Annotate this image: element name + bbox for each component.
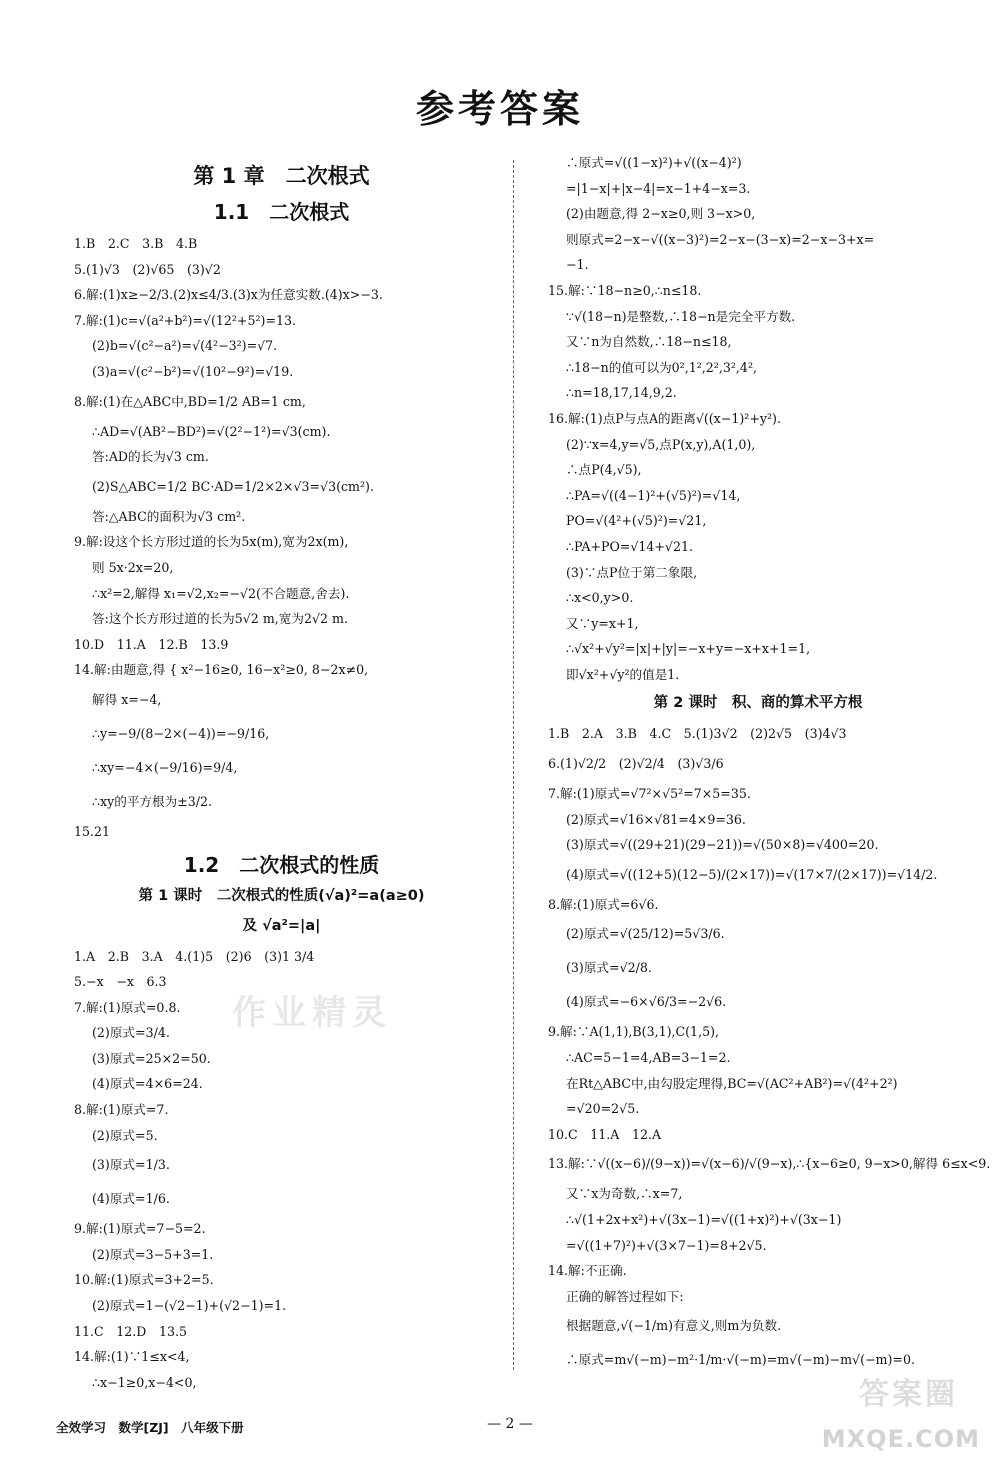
answer-line: (2)原式=3/4.	[92, 1025, 170, 1041]
answer-line: (2)原式=5.	[92, 1127, 158, 1143]
answer-line: ∴原式=√((1−x)²)+√((x−4)²)	[566, 155, 742, 170]
answer-line: ∴原式=m√(−m)−m²·1/m·√(−m)=m√(−m)−m√(−m)=0.	[566, 1352, 915, 1368]
answer-line: 15.解:∵18−n≥0,∴n≤18.	[548, 282, 702, 298]
answer-line: ∴xy的平方根为±3/2.	[92, 793, 213, 809]
answer-line: ∴√(1+2x+x²)+√(3x−1)=√((1+x)²)+√(3x−1)	[566, 1212, 842, 1227]
answer-line: ∴y=−9/(8−2×(−4))=−9/16,	[92, 725, 270, 741]
answer-line: 根据题意,√(−1/m)有意义,则m为负数.	[566, 1318, 782, 1334]
answer-line: (3)原式=√((29+21)(29−21))=√(50×8)=√400=20.	[566, 837, 879, 853]
answer-line: 在Rt△ABC中,由勾股定理得,BC=√(AC²+AB²)=√(4²+2²)	[566, 1075, 898, 1091]
answer-line: (4)原式=−6×√6/3=−2√6.	[566, 994, 727, 1010]
answer-line: 14.解:(1)∵1≤x<4,	[74, 1349, 190, 1365]
answer-line: ∴x<0,y>0.	[566, 590, 634, 606]
answer-line: ∴点P(4,√5),	[566, 462, 642, 478]
section-heading: 1.2 二次根式的性质	[183, 852, 380, 877]
answer-line: 1.B 2.C 3.B 4.B	[74, 236, 198, 251]
answer-line: (2)原式=3−5+3=1.	[92, 1246, 214, 1262]
answer-line: 答:这个长方形过道的长为5√2 m,宽为2√2 m.	[92, 611, 348, 627]
answer-line: 8.解:(1)在△ABC中,BD=1/2 AB=1 cm,	[74, 393, 306, 409]
answer-line: 6.解:(1)x≥−2/3.(2)x≤4/3.(3)x为任意实数.(4)x>−3.	[74, 287, 383, 303]
lesson-heading: 及 √a²=|a|	[242, 917, 321, 934]
answer-line: 11.C 12.D 13.5	[74, 1323, 188, 1339]
answer-line: 15.21	[74, 823, 111, 839]
answer-line: (3)a=√(c²−b²)=√(10²−9²)=√19.	[92, 363, 294, 379]
answer-line: ∴xy=−4×(−9/16)=9/4,	[92, 759, 238, 775]
answer-line: (2)S△ABC=1/2 BC·AD=1/2×2×√3=√3(cm²).	[92, 478, 374, 494]
footer-book-title: 全效学习 数学[ZJ] 八年级下册	[56, 1420, 244, 1435]
column-divider	[513, 160, 514, 1370]
answer-line: ∴PA=√((4−1)²+(√5)²)=√14,	[566, 487, 741, 503]
answer-line: ∴√x²+√y²=|x|+|y|=−x+y=−x+x+1=1,	[566, 641, 811, 657]
answer-line: 又∵x为奇数,∴x=7,	[566, 1186, 683, 1202]
answer-line: 7.解:(1)原式=√7²×√5²=7×5=35.	[548, 786, 751, 802]
answer-line: 5.−x −x 6.3	[74, 974, 167, 990]
answer-line: 正确的解答过程如下:	[566, 1288, 684, 1304]
answer-line: 则原式=2−x−√((x−3)²)=2−x−(3−x)=2−x−3+x=	[566, 231, 875, 247]
answer-line: (4)原式=4×6=24.	[92, 1076, 203, 1092]
answer-line: 9.解:(1)原式=7−5=2.	[74, 1221, 206, 1237]
answer-line: 7.解:(1)c=√(a²+b²)=√(12²+5²)=13.	[74, 312, 297, 328]
answer-line: 14.解:由题意,得 { x²−16≥0, 16−x²≥0, 8−2x≠0,	[74, 662, 369, 678]
answer-line: 10.C 11.A 12.A	[548, 1126, 662, 1142]
answer-line: 8.解:(1)原式=6√6.	[548, 896, 659, 912]
answer-line: 解得 x=−4,	[92, 691, 162, 707]
answer-line: (4)原式=√((12+5)(12−5)/(2×17))=√(17×7/(2×17))=√14/2.	[566, 866, 938, 882]
answer-line: 1.A 2.B 3.A 4.(1)5 (2)6 (3)1 3/4	[74, 948, 315, 964]
answer-line: (2)原式=1−(√2−1)+(√2−1)=1.	[92, 1298, 287, 1314]
answer-line: (2)原式=√(25/12)=5√3/6.	[566, 926, 725, 942]
answer-line: =√((1+7)²)+√(3×7−1)=8+2√5.	[566, 1237, 767, 1253]
answer-line: ∴PA+PO=√14+√21.	[566, 538, 693, 554]
answer-line: 10.D 11.A 12.B 13.9	[74, 636, 229, 652]
answer-line: 答:△ABC的面积为√3 cm².	[92, 508, 246, 524]
answer-line: 14.解:不正确.	[548, 1263, 627, 1279]
chapter-heading: 第 1 章 二次根式	[193, 164, 370, 188]
answer-line: =√20=2√5.	[566, 1101, 640, 1117]
site-watermark: MXQE.COM	[821, 1425, 980, 1453]
answer-line: 9.解:∵A(1,1),B(3,1),C(1,5),	[548, 1024, 720, 1040]
answer-line: (3)原式=√2/8.	[566, 960, 652, 976]
answer-line: 即√x²+√y²的值是1.	[566, 666, 680, 682]
right-column	[548, 150, 991, 1377]
answer-line: 13.解:∵√((x−6)/(9−x))=√(x−6)/√(9−x),∴{x−6≥0, 9−x>0,解得 6≤x<9.	[548, 1156, 991, 1172]
answer-line: ∴AC=5−1=4,AB=3−1=2.	[566, 1050, 731, 1066]
answer-line: 则 5x·2x=20,	[92, 559, 174, 575]
answer-line: 1.B 2.A 3.B 4.C 5.(1)3√2 (2)2√5 (3)4√3	[548, 726, 847, 742]
section-heading: 1.1 二次根式	[213, 200, 350, 224]
answer-line: 答:AD的长为√3 cm.	[92, 449, 209, 465]
answer-line: PO=√(4²+(√5)²)=√21,	[566, 513, 707, 529]
answer-line: 10.解:(1)原式=3+2=5.	[74, 1272, 214, 1288]
answer-line: (2)∵x=4,y=√5,点P(x,y),A(1,0),	[566, 436, 756, 452]
answer-line: =|1−x|+|x−4|=x−1+4−x=3.	[566, 180, 751, 196]
lesson-heading: 第 1 课时 二次根式的性质(√a)²=a(a≥0)	[138, 887, 425, 904]
answer-line: 9.解:设这个长方形过道的长为5x(m),宽为2x(m),	[74, 534, 349, 550]
answer-line: (3)∵点P位于第二象限,	[566, 564, 698, 580]
answer-line: ∴n=18,17,14,9,2.	[566, 385, 677, 401]
answer-line: ∴x²=2,解得 x₁=√2,x₂=−√2(不合题意,舍去).	[92, 585, 350, 601]
answer-line: (3)原式=25×2=50.	[92, 1050, 211, 1066]
answer-line: 5.(1)√3 (2)√65 (3)√2	[74, 261, 221, 277]
stamp-watermark: 作业精灵	[232, 993, 392, 1033]
answer-line: 16.解:(1)点P与点A的距离√((x−1)²+y²).	[548, 410, 781, 426]
site-watermark-cn: 答案圈	[859, 1377, 958, 1412]
answer-line: ∴AD=√(AB²−BD²)=√(2²−1²)=√3(cm).	[92, 423, 331, 439]
answer-line: ∴18−n的值可以为0²,1²,2²,3²,4²,	[566, 359, 757, 375]
answer-line: 8.解:(1)原式=7.	[74, 1102, 169, 1118]
answer-line: 6.(1)√2/2 (2)√2/4 (3)√3/6	[548, 756, 724, 772]
page-number: — 2 —	[487, 1416, 533, 1432]
left-column	[74, 158, 489, 1395]
answer-line: (3)原式=1/3.	[92, 1157, 170, 1173]
answer-line: 7.解:(1)原式=0.8.	[74, 999, 181, 1015]
answer-line: ∴x−1≥0,x−4<0,	[92, 1374, 197, 1390]
answer-line: (2)b=√(c²−a²)=√(4²−3²)=√7.	[92, 338, 278, 354]
answer-line: ∵√(18−n)是整数,∴18−n是完全平方数.	[566, 308, 796, 324]
answer-line: 又∵n为自然数,∴18−n≤18,	[566, 334, 732, 350]
answer-line: −1.	[566, 257, 589, 273]
lesson-heading: 第 2 课时 积、商的算术平方根	[653, 695, 863, 712]
answer-line: (2)原式=√16×√81=4×9=36.	[566, 811, 746, 827]
page-title: 参考答案	[415, 87, 584, 131]
answer-line: 又∵y=x+1,	[566, 615, 639, 631]
answer-line: (2)由题意,得 2−x≥0,则 3−x>0,	[566, 206, 756, 222]
answer-line: (4)原式=1/6.	[92, 1191, 170, 1207]
